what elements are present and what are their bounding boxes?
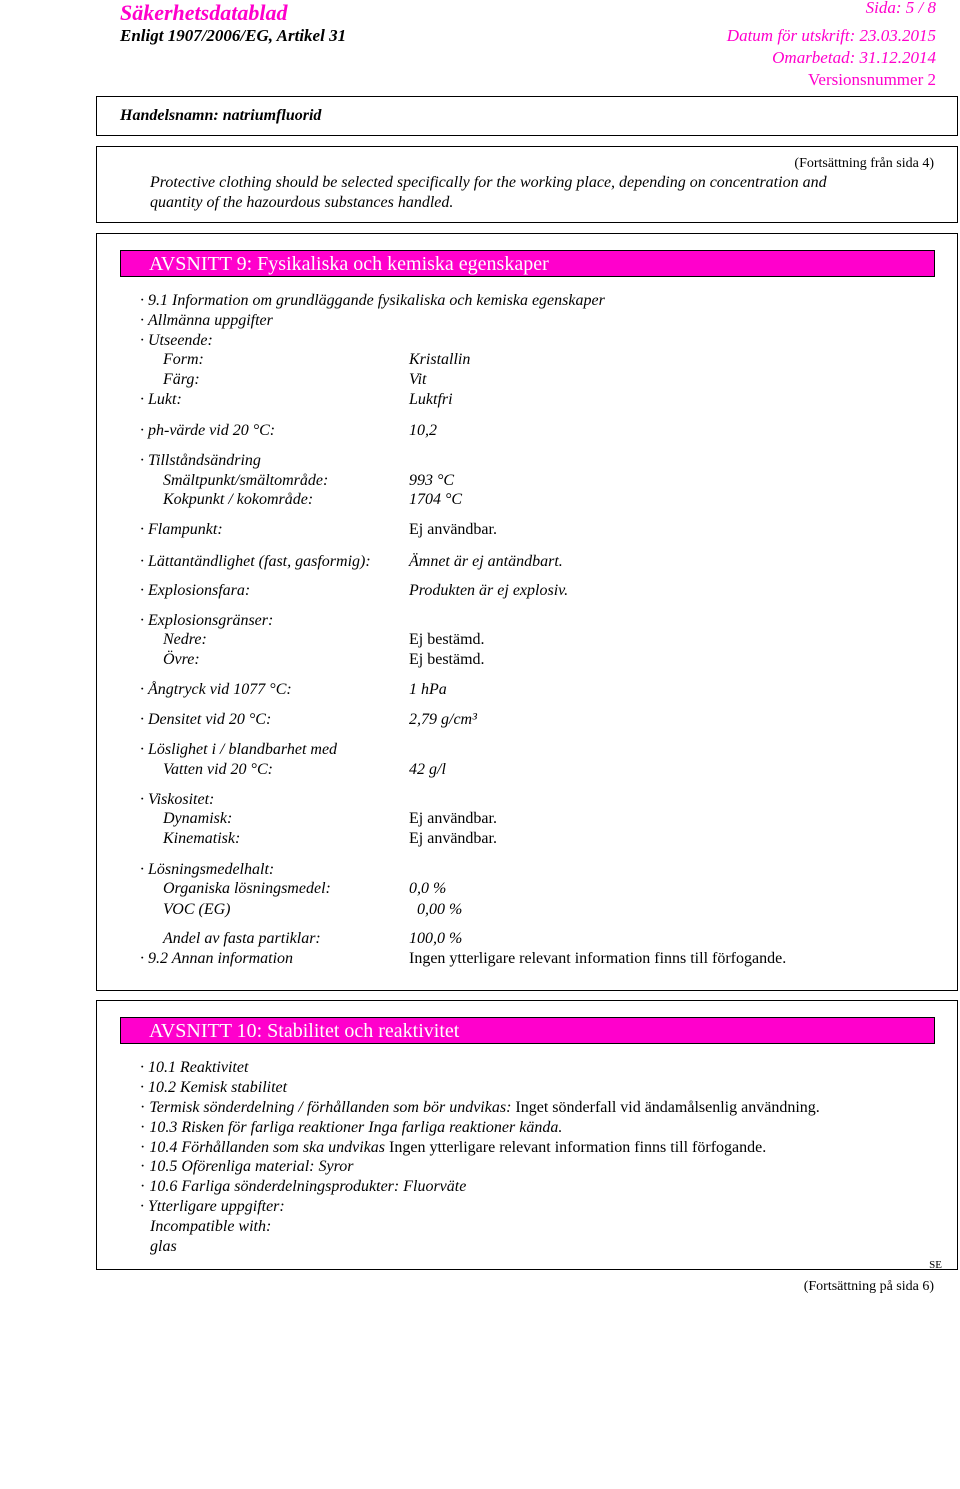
voc-value: 0,00 % [417, 901, 463, 918]
vapour-value: 1 hPa [409, 681, 447, 698]
protective-text-1: Protective clothing should be selected specifically for the working place, depending on concentration and [150, 174, 827, 191]
language-code: SE [929, 1259, 942, 1271]
upper-limit-value: Ej bestämd. [409, 651, 485, 668]
boiling-label: Kokpunkt / kokområde: [163, 491, 314, 508]
additional-info: · Ytterligare uppgifter: [140, 1198, 285, 1215]
hazardous-reactions: · 10.3 Risken för farliga reaktioner Inga farliga reaktioner kända. [140, 1119, 563, 1136]
water-value: 42 g/l [409, 761, 446, 778]
lower-limit-value: Ej bestämd. [409, 631, 485, 648]
incompatible-materials: · 10.5 Oförenliga material: Syror [140, 1158, 354, 1175]
flash-value: Ej användbar. [409, 521, 497, 538]
kinematic-label: Kinematisk: [163, 830, 241, 847]
flash-label: · Flampunkt: [140, 521, 223, 538]
s9-2-label: · 9.2 Annan information [140, 950, 294, 967]
solubility-label: · Löslighet i / blandbarhet med [140, 741, 338, 758]
density-label: · Densitet vid 20 °C: [140, 711, 272, 728]
ph-value: 10,2 [409, 422, 437, 439]
flammability-label: · Lättantändlighet (fast, gasformig): [140, 553, 371, 570]
odour-value: Luktfri [409, 391, 453, 408]
s9-2-value: Ingen ytterligare relevant information finns till förfogande. [409, 950, 787, 967]
ph-label: · ph-värde vid 20 °C: [140, 422, 276, 439]
color-label: Färg: [163, 371, 200, 388]
viscosity-label: · Viskositet: [140, 791, 215, 808]
page-number: Sida: 5 / 8 [865, 0, 936, 17]
upper-limit-label: Övre: [163, 651, 200, 668]
lower-limit-label: Nedre: [163, 631, 207, 648]
version-number: Versionsnummer 2 [808, 70, 936, 89]
color-value: Vit [409, 371, 427, 388]
chemical-stability: · 10.2 Kemisk stabilitet [140, 1079, 288, 1096]
odour-label: · Lukt: [140, 391, 182, 408]
dynamic-label: Dynamisk: [163, 810, 233, 827]
continued-from: (Fortsättning från sida 4) [794, 156, 934, 171]
trade-name: Handelsnamn: natriumfluorid [120, 107, 322, 124]
solids-label: Andel av fasta partiklar: [163, 930, 321, 947]
section9-header: AVSNITT 9: Fysikaliska och kemiska egenskaper [120, 250, 935, 277]
organic-solvent-value: 0,0 % [409, 880, 447, 897]
print-date: Datum för utskrift: 23.03.2015 [726, 26, 936, 45]
revised-date: Omarbetad: 31.12.2014 [772, 48, 936, 67]
form-value: Kristallin [409, 351, 471, 368]
explosion-value: Produkten är ej explosiv. [409, 582, 569, 599]
melting-value: 993 °C [409, 472, 455, 489]
dynamic-value: Ej användbar. [409, 810, 497, 827]
explosion-limits-label: · Explosionsgränser: [140, 612, 274, 629]
density-value: 2,79 g/cm³ [409, 711, 477, 728]
decomposition-products: · 10.6 Farliga sönderdelningsprodukter: Fluorväte [140, 1178, 467, 1195]
appearance-label: · Utseende: [140, 332, 213, 349]
water-label: Vatten vid 20 °C: [163, 761, 273, 778]
regulation: Enligt 1907/2006/EG, Artikel 31 [120, 26, 347, 45]
incompatible-glass: glas [150, 1238, 177, 1255]
protective-text-2: quantity of the hazourdous substances handled. [150, 194, 454, 211]
reactivity: · 10.1 Reaktivitet [140, 1059, 249, 1076]
document-title: Säkerhetsdatablad [120, 0, 288, 25]
general-info: · Allmänna uppgifter [140, 312, 273, 329]
continued-to: (Fortsättning på sida 6) [803, 1279, 934, 1294]
vapour-label: · Ångtryck vid 1077 °C: [140, 681, 292, 698]
form-label: Form: [163, 351, 204, 368]
flammability-value: Ämnet är ej antändbart. [409, 553, 563, 570]
s9-1-heading: · 9.1 Information om grundläggande fysikaliska och kemiska egenskaper [140, 292, 605, 309]
conditions-to-avoid: · 10.4 Förhållanden som ska undvikas Ingen ytterligare relevant information finns till förfogande. [140, 1139, 767, 1156]
melting-label: Smältpunkt/smältområde: [163, 472, 329, 489]
incompatible-with: Incompatible with: [150, 1218, 272, 1235]
organic-solvent-label: Organiska lösningsmedel: [163, 880, 331, 897]
solids-value: 100,0 % [409, 930, 463, 947]
kinematic-value: Ej användbar. [409, 830, 497, 847]
thermal-decomposition: · Termisk sönderdelning / förhållanden som bör undvikas: Inget sönderfall vid ändamålsenlig användning. [140, 1099, 820, 1116]
boiling-value: 1704 °C [409, 491, 463, 508]
voc-label: VOC (EG) [163, 901, 231, 918]
solvent-label: · Lösningsmedelhalt: [140, 861, 275, 878]
state-change-label: · Tillståndsändring [140, 452, 261, 469]
explosion-label: · Explosionsfara: [140, 582, 251, 599]
section10-header: AVSNITT 10: Stabilitet och reaktivitet [120, 1017, 935, 1044]
